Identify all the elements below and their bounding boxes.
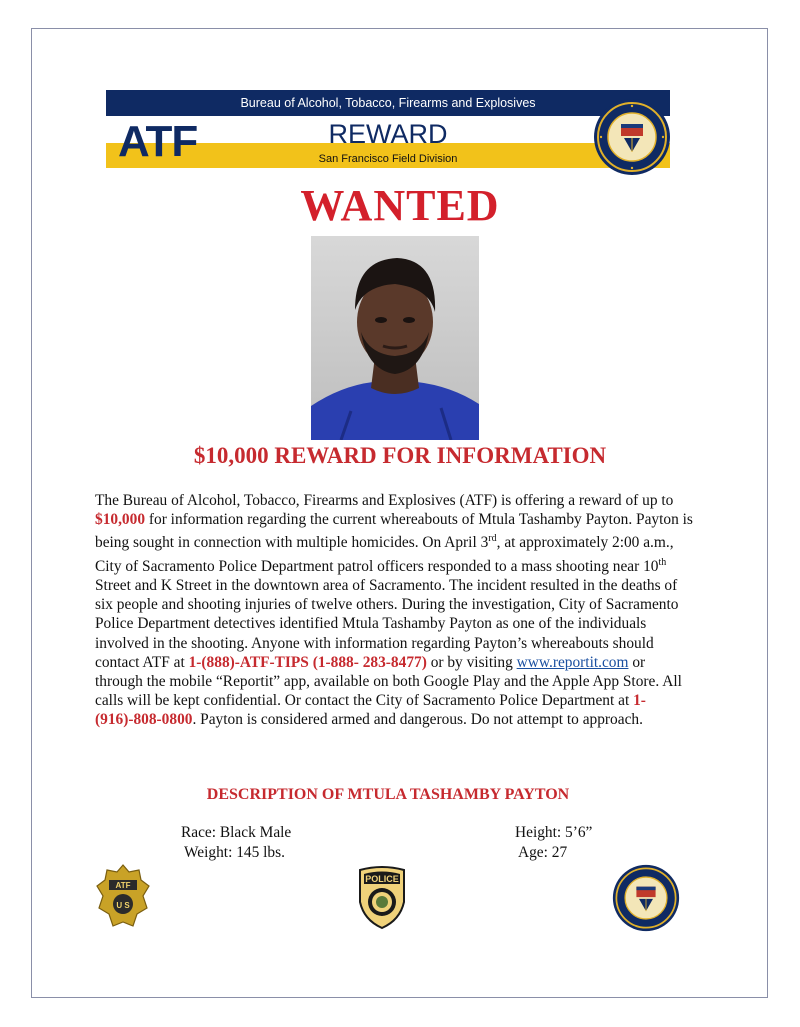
svg-text:U S: U S (116, 901, 130, 910)
field-division: San Francisco Field Division (318, 153, 458, 165)
description-title: DESCRIPTION OF MTULA TASHAMBY PAYTON (206, 786, 570, 803)
reward-heading: $10,000 REWARD FOR INFORMATION (193, 443, 607, 468)
atf-seal-icon (612, 864, 680, 932)
reward-title: REWARD (328, 119, 448, 149)
svg-text:ATF: ATF (115, 881, 131, 890)
height-field: Height: 5’6” (515, 824, 593, 841)
police-badge-icon (356, 864, 408, 930)
atf-logo: ATF (118, 117, 198, 166)
wanted-title: WANTED (300, 181, 500, 230)
suspect-photo (311, 236, 479, 440)
body-paragraph: The Bureau of Alcohol, Tobacco, Firearms and Explosives (ATF) is offering a reward of up to $10,000 for information regarding the current whereabouts of Mtula Tashamby Payton. Payton is being sought in connection with multiple homicides. On April 3rd, at approximately 2:00 a.m., City of Sacramento Police Department patrol officers responded to a mass shooting near 10th Street and K Street in the downtown area of Sacramento. The incident resulted in the deaths of six people and shooting injuries of twelve others. During the investigation, City of Sacramento Police Department detectives identified Mtula Tashamby Payton as one of the individuals involved in the shooting. Anyone with information regarding Payton’s whereabouts should contact ATF at 1-(888)-ATF-TIPS (1-888- 283-8477) or by visiting www.reportit.com or through the mobile “Reportit” app, available on both Google Play and the Apple App Store. All calls will be kept confidential. Or contact the City of Sacramento Police Department at 1-(916)-808-0800. Payton is considered armed and dangerous. Do not attempt to approach. (95, 492, 693, 729)
age-field: Age: 27 (518, 844, 568, 861)
police-phone: 1-(916)-808-0800 (95, 692, 646, 729)
svg-text:POLICE: POLICE (365, 874, 399, 884)
atf-badge-icon (95, 862, 151, 932)
reward-amount: $10,000 (95, 511, 146, 529)
header-banner (106, 90, 670, 178)
weight-field: Weight: 145 lbs. (184, 844, 285, 861)
agency-name: Bureau of Alcohol, Tobacco, Firearms and Explosives (106, 90, 670, 116)
race-field: Race: Black Male (181, 824, 292, 841)
atf-phone: 1-(888)-ATF-TIPS (1-888- 283-8477) (188, 653, 427, 671)
reportit-link[interactable]: www.reportit.com (516, 653, 629, 671)
atf-seal-icon (593, 98, 671, 176)
